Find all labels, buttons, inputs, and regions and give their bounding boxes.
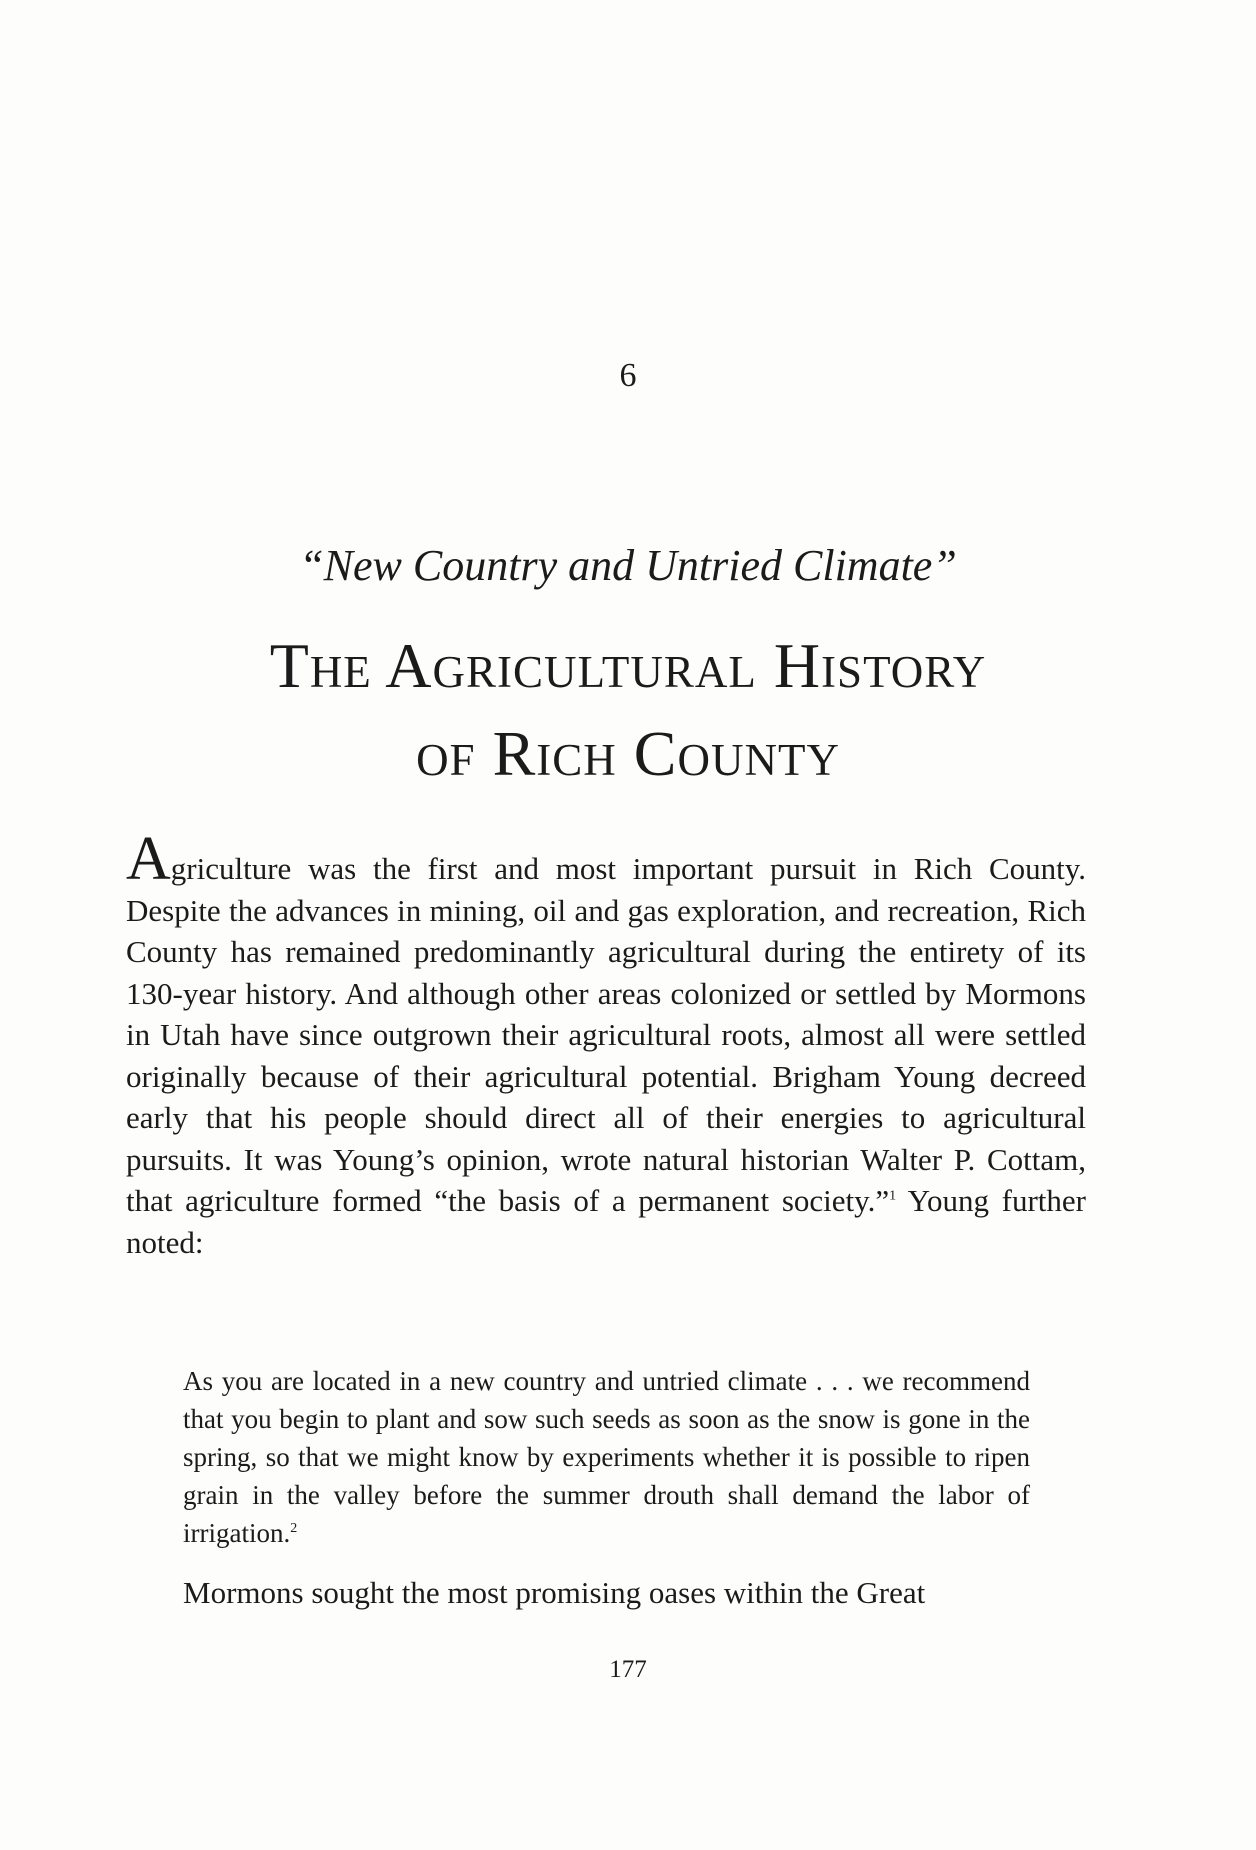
chapter-title-line-2: of Rich County: [416, 718, 840, 789]
continuation-paragraph: Mormons sought the most promising oases within the Great: [183, 1575, 926, 1610]
chapter-number: 6: [619, 357, 637, 394]
chapter-title: [0, 622, 1256, 798]
opening-paragraph: [126, 825, 1086, 1263]
page-number: 177: [609, 1656, 647, 1683]
paragraph-text: griculture was the first and most important pursuit in Rich County. Despite the advances in mining, oil and gas exploration, and recreation, Rich County has remained predominantly agricultural during the entirety of its 130-year history. And although other areas colonized or settled by Mormons in Utah have since outgrown their agricultural roots, almost all were settled originally because of their agricultural potential. Brigham Young decreed early that his people should direct all of their energies to agricultural pursuits. It was Young’s opinion, wrote natural historian Walter P. Cottam, that agriculture formed “the basis of a permanent society.”: [126, 851, 1086, 1218]
chapter-subtitle: “New Country and Untried Climate”: [299, 541, 957, 590]
drop-initial: A: [126, 825, 171, 893]
paragraph-text-end: Young further noted:: [126, 1183, 1086, 1260]
footnote-ref-2: 2: [290, 1521, 298, 1536]
quote-text: As you are located in a new country and untried climate . . . we recommend that you begin to plant and sow such seeds as soon as the snow is gone in the spring, so that we might know by experiments whether it is possible to ripen grain in the valley before the summer drouth shall demand the labor of irrigation.: [183, 1366, 1030, 1548]
block-quote: [183, 1362, 1030, 1552]
chapter-title-line-1: The Agricultural History: [269, 630, 987, 701]
footnote-ref-1: 1: [889, 1188, 897, 1204]
